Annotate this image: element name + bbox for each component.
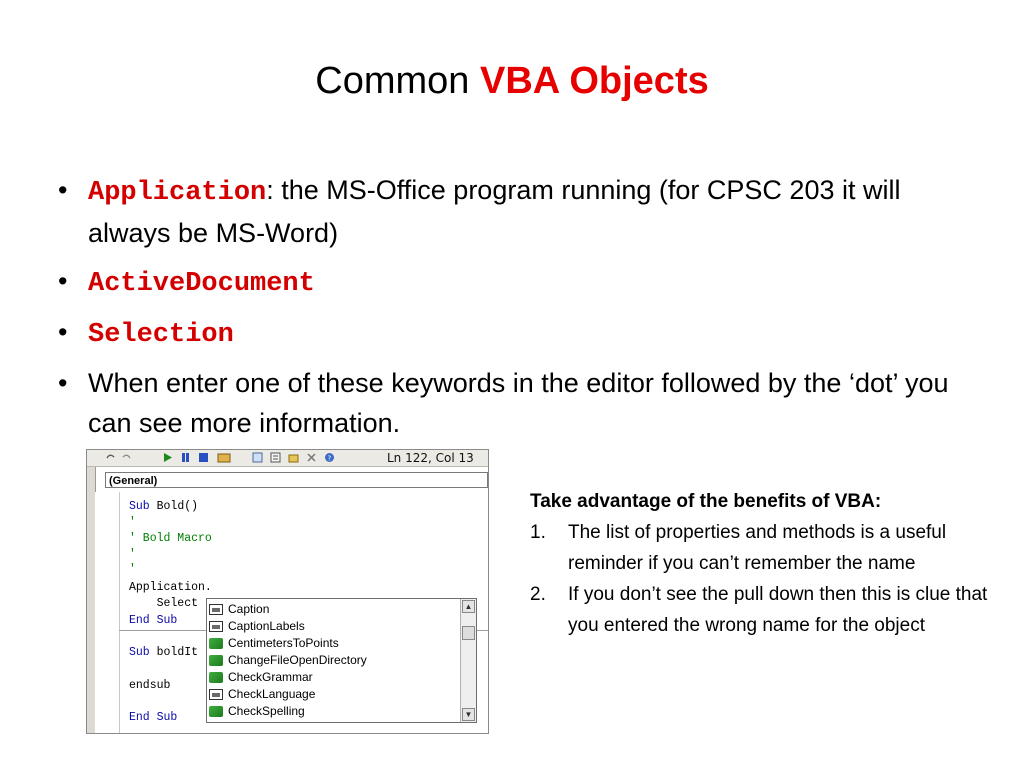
benefits-note (530, 486, 1010, 641)
code-line[interactable]: End Sub (129, 614, 178, 627)
code-comment-line[interactable]: ' (129, 563, 136, 576)
code-line-application[interactable]: Application. (129, 581, 212, 594)
method-icon (209, 638, 223, 649)
autocomplete-scrollbar[interactable] (460, 599, 476, 722)
autocomplete-item[interactable]: CheckSpelling (209, 703, 305, 720)
keyword-activedocument: ActiveDocument (88, 269, 315, 299)
method-icon (209, 672, 223, 683)
benefit-item: 2. If you don’t see the pull down then this is clue that you entered the wrong name for the object (530, 584, 988, 636)
svg-text:?: ? (327, 454, 332, 463)
code-line[interactable]: End Sub (129, 711, 178, 724)
autocomplete-item[interactable]: CentimetersToPoints (209, 635, 339, 652)
project-explorer-icon[interactable] (252, 452, 263, 463)
autocomplete-list[interactable] (206, 598, 477, 723)
code-comment-line[interactable]: ' (129, 516, 136, 529)
autocomplete-item[interactable]: CheckLanguage (209, 686, 315, 703)
property-icon (209, 689, 223, 700)
autocomplete-item[interactable]: Caption (209, 601, 269, 618)
bullet-editor-tip (58, 363, 958, 443)
toolbox-icon[interactable] (306, 452, 317, 463)
bullet-list (58, 170, 958, 451)
code-comment-line[interactable]: ' Bold Macro (129, 532, 212, 545)
stop-icon[interactable] (198, 452, 209, 463)
bullet-text: When enter one of these keywords in the editor followed by the ‘dot’ you can see more information. (88, 368, 949, 438)
benefits-heading: Take advantage of the benefits of VBA: (530, 491, 882, 512)
title-accent: VBA Objects (479, 60, 709, 102)
undo-icon[interactable] (105, 452, 116, 463)
help-icon[interactable] (324, 452, 335, 463)
bullet-glyph: • (58, 266, 68, 296)
bullet-glyph: • (58, 175, 68, 205)
keyword-application: Application (88, 178, 267, 208)
scroll-down-icon[interactable]: ▼ (462, 708, 475, 721)
bullet-activedocument (58, 261, 958, 304)
method-icon (209, 706, 223, 717)
autocomplete-item[interactable]: ChangeFileOpenDirectory (209, 652, 367, 669)
method-icon (209, 655, 223, 666)
bullet-glyph: • (58, 368, 68, 398)
autocomplete-item[interactable]: CheckGrammar (209, 669, 313, 686)
scroll-up-icon[interactable]: ▲ (462, 600, 475, 613)
keyword-selection: Selection (88, 320, 234, 350)
slide-title (0, 60, 1024, 103)
bullet-text: : the MS-Office program running (for CPSC 203 it will always be MS-Word) (88, 175, 901, 248)
property-icon (209, 604, 223, 615)
code-line[interactable]: Sub boldIt (129, 646, 199, 659)
bullet-selection (58, 312, 958, 355)
code-comment-line[interactable]: ' (129, 548, 136, 561)
object-browser-icon[interactable] (288, 452, 299, 463)
editor-toolbar (87, 450, 488, 467)
code-line[interactable]: Select (129, 597, 199, 610)
title-text: Common (315, 60, 480, 102)
vba-editor-screenshot (86, 449, 489, 734)
design-mode-icon[interactable] (217, 452, 228, 463)
autocomplete-item[interactable]: CaptionLabels (209, 618, 305, 635)
code-line[interactable]: endsub (129, 679, 171, 692)
run-icon[interactable] (162, 452, 173, 463)
code-line[interactable]: Sub Bold() (129, 500, 199, 513)
scroll-thumb[interactable] (462, 626, 475, 640)
benefit-item: 1. The list of properties and methods is a useful reminder if you can’t remember the name (530, 522, 947, 574)
code-margin (95, 492, 120, 733)
bullet-glyph: • (58, 317, 68, 347)
property-icon (209, 621, 223, 632)
bullet-application (58, 170, 958, 253)
properties-icon[interactable] (270, 452, 281, 463)
object-dropdown[interactable]: (General) (105, 472, 488, 488)
redo-icon[interactable] (121, 452, 132, 463)
pause-icon[interactable] (180, 452, 191, 463)
cursor-position-status: Ln 122, Col 13 (387, 451, 474, 465)
